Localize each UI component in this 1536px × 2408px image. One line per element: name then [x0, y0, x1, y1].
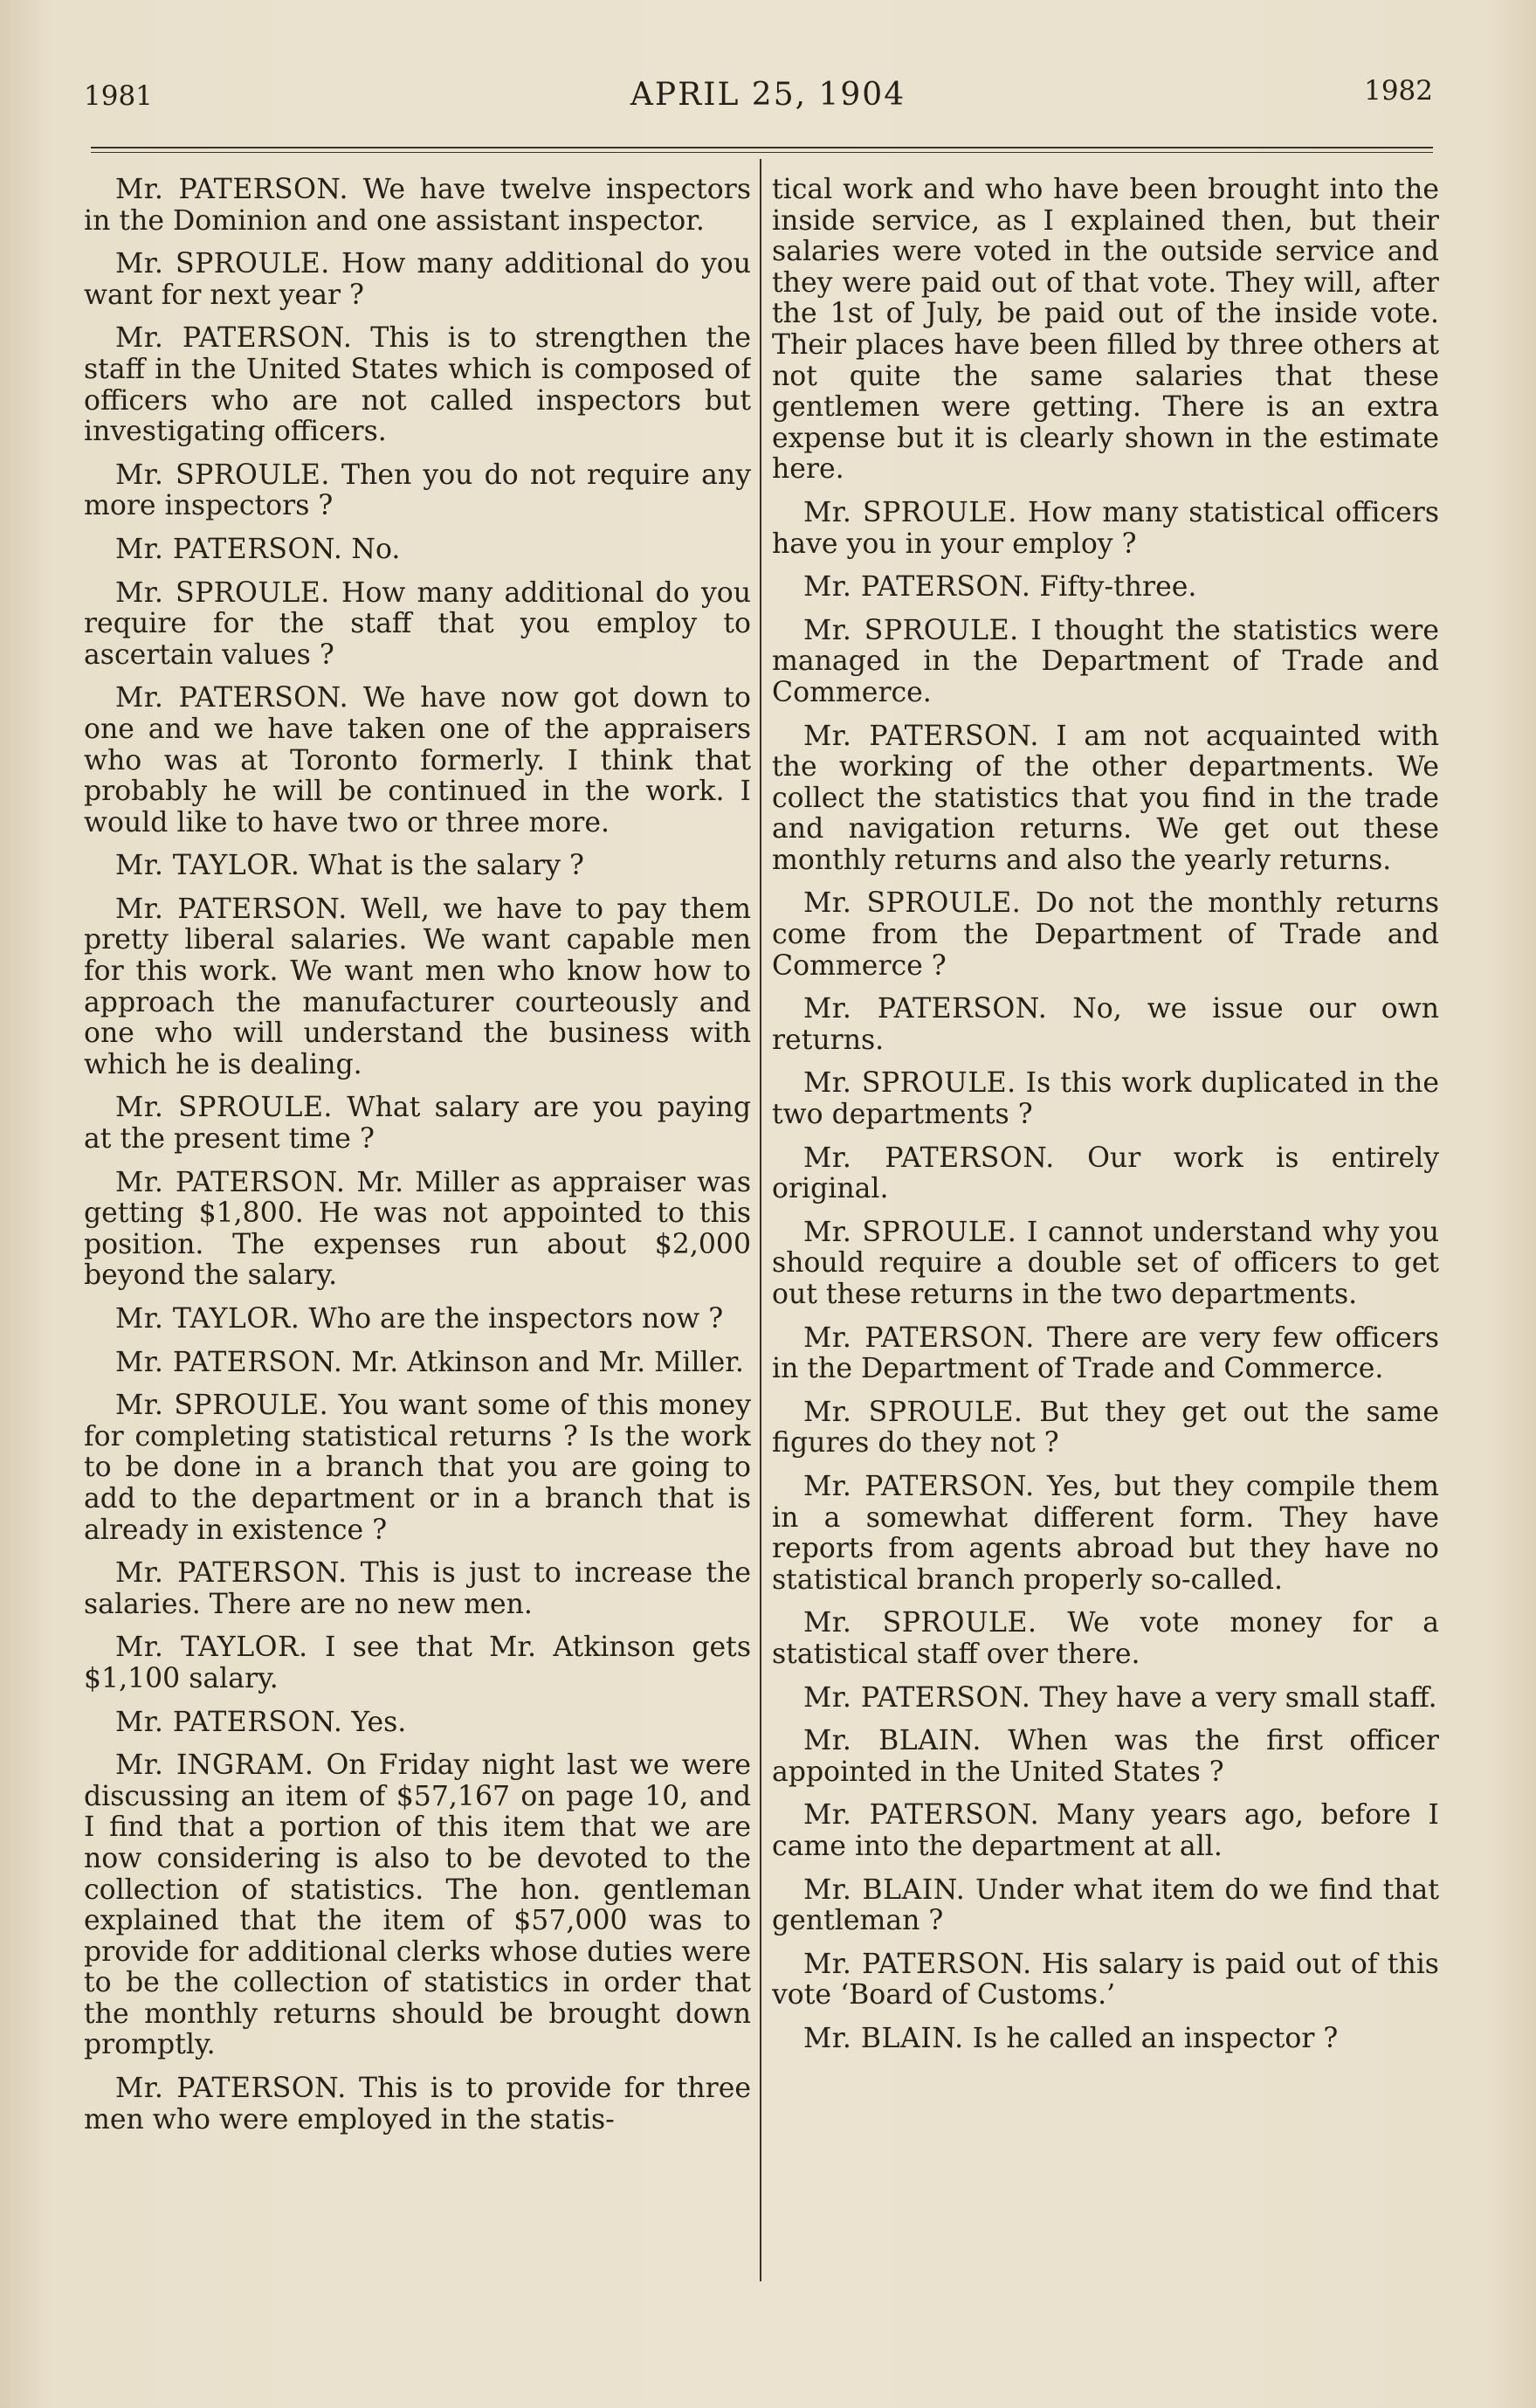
speech-text: This is to strengthen the staff in the United States which is composed of officers who are not called inspectors but investigating officers. [84, 322, 751, 448]
page-number-left: 1981 [84, 80, 153, 112]
speech-paragraph [84, 894, 751, 1081]
speech-paragraph [772, 616, 1439, 709]
speech-paragraph [84, 1708, 751, 1739]
speech-text: Under what item do we find that gentleman ? [772, 1873, 1439, 1937]
speech-paragraph [772, 1726, 1439, 1788]
page-number-right: 1982 [1364, 75, 1433, 107]
speech-text: We have twelve inspectors in the Dominion and one assistant inspector. [84, 175, 751, 237]
speaker-name: Mr. TAYLOR. [115, 850, 300, 882]
speaker-name: Mr. SPROULE. [803, 496, 1017, 528]
speech-paragraph [84, 683, 751, 838]
speech-paragraph [772, 721, 1439, 877]
speech-paragraph [84, 1558, 751, 1620]
speaker-name: Mr. PATERSON. [115, 322, 353, 355]
speech-text: Mr. Atkinson and Mr. Miller. [342, 1346, 744, 1378]
speaker-name: Mr. PATERSON. [803, 1470, 1035, 1502]
speaker-name: Mr. PATERSON. [115, 1557, 348, 1590]
speech-paragraph [84, 2073, 751, 2135]
speaker-name: Mr. SPROULE. [803, 614, 1019, 646]
header-rule-thin [91, 152, 1433, 153]
left-column [84, 175, 751, 2288]
speech-paragraph [772, 1875, 1439, 1937]
speech-paragraph [772, 175, 1439, 486]
column-divider [760, 159, 761, 2281]
speaker-name: Mr. PATERSON. [115, 1346, 343, 1378]
speaker-name: Mr. PATERSON. [115, 1166, 346, 1198]
speaker-name: Mr. PATERSON. [115, 2073, 347, 2105]
speech-paragraph [772, 1800, 1439, 1862]
speech-text: How many additional do you want for next year ? [84, 248, 751, 311]
speaker-name: Mr. PATERSON. [803, 720, 1039, 752]
speaker-name: Mr. SPROULE. [115, 1390, 329, 1422]
speaker-name: Mr. PATERSON. [803, 993, 1048, 1025]
speech-paragraph [772, 994, 1439, 1056]
speech-text: Is he called an inspector ? [963, 2022, 1339, 2054]
speech-text: This is to provide for three men who were employed in the statis- [84, 2073, 751, 2135]
speech-paragraph [772, 1323, 1439, 1385]
speech-paragraph [84, 460, 751, 522]
speech-paragraph [84, 1348, 751, 1379]
speech-paragraph [772, 1949, 1439, 2011]
speech-paragraph [84, 1093, 751, 1155]
speech-text: When was the first officer appointed in the United States ? [772, 1725, 1439, 1788]
speech-text: I see that Mr. Atkinson gets $1,100 salary. [84, 1632, 751, 1694]
speech-text: Is this work duplicated in the two departments ? [772, 1067, 1439, 1131]
speech-text: I thought the statistics were managed in the Department of Trade and Commerce. [772, 614, 1439, 708]
speech-paragraph [84, 1750, 751, 2061]
speech-paragraph [84, 1168, 751, 1292]
speaker-name: Mr. SPROULE. [803, 1607, 1037, 1639]
speech-text: Do not the monthly returns come from the Department of Trade and Commerce ? [772, 887, 1439, 982]
speech-paragraph [84, 578, 751, 672]
speech-text: Mr. Miller as appraiser was getting $1,800. He was not appointed to this position. The expenses run about $2,000 beyond the salary. [84, 1166, 751, 1292]
speaker-name: Mr. SPROULE. [803, 1396, 1023, 1428]
speaker-name: Mr. PATERSON. [803, 1799, 1040, 1832]
speech-text: I am not acquainted with the working of the other departments. We collect the statistics that you find in the trade and navigation returns. We get out these monthly returns and also the yearly returns. [772, 720, 1439, 876]
speaker-name: Mr. PATERSON. [803, 1321, 1035, 1354]
speech-text: What is the salary ? [300, 850, 584, 882]
speech-text: Yes, but they compile them in a somewhat different form. They have reports from agents abroad but they have no statistical branch properly so-called. [772, 1470, 1439, 1596]
speech-text: How many additional do you require for the staff that you employ to ascertain values ? [84, 576, 751, 671]
speaker-name: Mr. PATERSON. [803, 571, 1031, 604]
right-column [772, 175, 1439, 2288]
speech-text: On Friday night last we were discussing an item of $57,167 on page 10, and I find that a portion of this item that we are now considering is also to be devoted to the collection of statistics. The hon. gentleman explained that the item of $57,000 was to provide for additional clerks whose duties were to be the collection of statistics in order that the monthly returns should be brought down promptly. [84, 1749, 751, 2061]
speech-text: Well, we have to pay them pretty liberal salaries. We want capable men for this work. We want men who know how to approach the manufacturer courteously and one who will understand the business with which he is dealing. [84, 893, 751, 1080]
speech-paragraph [772, 1608, 1439, 1670]
speech-paragraph [772, 1683, 1439, 1715]
speaker-name: Mr. INGRAM. [115, 1749, 314, 1782]
speech-paragraph [772, 2024, 1439, 2055]
speaker-name: Mr. PATERSON. [115, 1706, 343, 1738]
speaker-name: Mr. PATERSON. [803, 1948, 1032, 1980]
speech-paragraph [84, 249, 751, 311]
speech-paragraph [772, 1143, 1439, 1205]
speech-text: They have a very small staff. [1030, 1681, 1437, 1714]
speech-text: Then you do not require any more inspectors ? [84, 459, 751, 522]
speech-paragraph [84, 1390, 751, 1546]
speaker-name: Mr. PATERSON. [115, 893, 348, 925]
speech-paragraph [84, 175, 751, 237]
speaker-name: Mr. SPROULE. [115, 248, 330, 280]
speech-text: How many statistical officers have you in your employ ? [772, 496, 1439, 560]
speech-text: This is just to increase the salaries. There are no new men. [84, 1557, 751, 1620]
speech-text: But they get out the same figures do they not ? [772, 1396, 1439, 1459]
speech-text: His salary is paid out of this vote ‘Board of Customs.’ [772, 1948, 1439, 2011]
speaker-name: Mr. SPROULE. [803, 1216, 1017, 1248]
speech-paragraph [772, 1218, 1439, 1311]
speech-paragraph [772, 1068, 1439, 1130]
speaker-name: Mr. SPROULE. [803, 887, 1022, 920]
speech-text: We have now got down to one and we have taken one of the appraisers who was at Toronto formerly. I think that probably he will be continued in the work. I would like to have two or three more. [84, 682, 751, 838]
speech-paragraph [772, 888, 1439, 982]
speech-paragraph [84, 1632, 751, 1694]
speaker-name: Mr. PATERSON. [115, 682, 349, 714]
speech-paragraph [772, 572, 1439, 604]
speaker-name: Mr. PATERSON. [803, 1681, 1031, 1714]
speech-paragraph [772, 1472, 1439, 1596]
speaker-name: Mr. PATERSON. [803, 1142, 1055, 1174]
speech-paragraph [84, 323, 751, 447]
speech-text: There are very few officers in the Department of Trade and Commerce. [772, 1321, 1439, 1385]
speech-text: Who are the inspectors now ? [300, 1303, 724, 1335]
speaker-name: Mr. BLAIN. [803, 1873, 966, 1906]
speech-paragraph [772, 1397, 1439, 1459]
speech-paragraph [84, 535, 751, 566]
speech-text: You want some of this money for completing statistical returns ? Is the work to be done in a branch that you are going to add to the department or in a branch that is already in existence ? [84, 1390, 751, 1546]
speech-paragraph [84, 851, 751, 882]
speech-paragraph [84, 1304, 751, 1335]
speech-text: Yes. [342, 1706, 407, 1738]
page-date: APRIL 25, 1904 [630, 77, 906, 113]
speaker-name: Mr. SPROULE. [115, 1092, 333, 1124]
speech-paragraph [772, 498, 1439, 560]
speaker-name: Mr. PATERSON. [115, 175, 348, 205]
speech-text: I cannot understand why you should require a double set of officers to get out these returns in the two departments. [772, 1216, 1439, 1310]
speaker-name: Mr. TAYLOR. [115, 1303, 300, 1335]
speech-text: tical work and who have been brought into the inside service, as I explained then, but their salaries were voted in the outside service and they were paid out of that vote. They will, after the 1st of July, be paid out of the inside vote. Their places have been filled by three others at not quite the same salaries that these gentlemen were getting. There is an extra expense but it is clearly shown in the estimate here. [772, 175, 1439, 486]
speaker-name: Mr. PATERSON. [115, 533, 343, 565]
speech-text: No. [342, 533, 401, 565]
speaker-name: Mr. BLAIN. [803, 1725, 982, 1757]
speech-text: We vote money for a statistical staff over there. [772, 1607, 1439, 1670]
page-header [0, 75, 1536, 128]
speech-text: Our work is entirely original. [772, 1142, 1439, 1205]
header-rule [91, 147, 1433, 148]
speaker-name: Mr. SPROULE. [115, 459, 330, 491]
speaker-name: Mr. BLAIN. [803, 2022, 964, 2054]
speaker-name: Mr. SPROULE. [115, 576, 330, 609]
speaker-name: Mr. TAYLOR. [115, 1632, 308, 1664]
speech-text: What salary are you paying at the present time ? [84, 1092, 751, 1156]
speech-text: Many years ago, before I came into the department at all. [772, 1799, 1439, 1862]
speech-text: Fifty-three. [1030, 571, 1197, 604]
speech-text: No, we issue our own returns. [772, 993, 1439, 1056]
speaker-name: Mr. SPROULE. [803, 1067, 1016, 1100]
